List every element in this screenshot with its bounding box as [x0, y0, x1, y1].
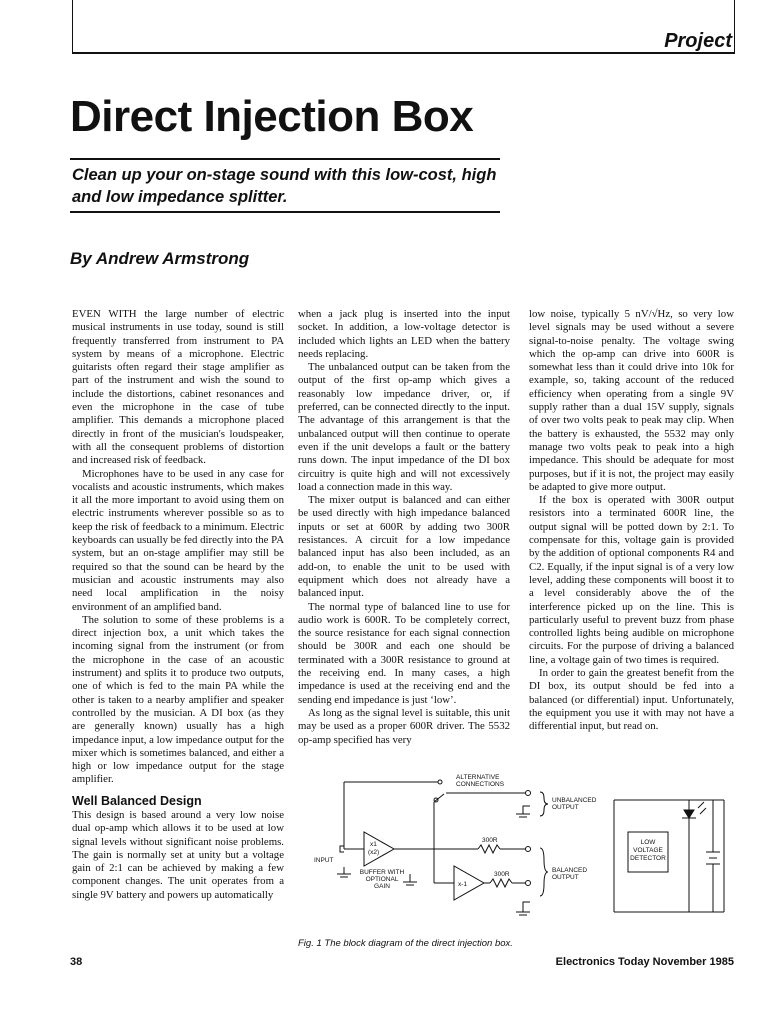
fig-label: UNBALANCED [552, 797, 597, 804]
fig-label: INPUT [314, 857, 334, 864]
fig-label: BALANCED [552, 867, 588, 874]
fig-label: 300R [482, 837, 498, 844]
paragraph: The solution to some of these problems is a direct injection box, a unit which takes the incoming signal from the instrument (or from the microphone in the case of an acoustic instrument) and splits it to produce two outputs, one of which is fed to the main PA while the other is taken to a nearby amplifier and speaker controlled by the musician. A DI box (as they are generally known) usually has a high impedance input, a low impedance output for the mixer which is sometimes balanced, and either a high or low impedance output for the stage amplifier. [72, 613, 284, 786]
magazine-issue: Electronics Today November 1985 [555, 956, 734, 968]
header-left-rule [72, 0, 73, 54]
header-right-rule [734, 0, 735, 54]
fig-label: OUTPUT [552, 874, 579, 881]
fig-label: GAIN [374, 883, 390, 890]
fig-label: 300R [494, 871, 510, 878]
byline: By Andrew Armstrong [70, 249, 250, 268]
fig-label: LOW [640, 839, 656, 846]
paragraph: The normal type of balanced line to use for audio work is 600R. To be completely correct, the source resistance for each signal connection should be 300R and each one should be terminated with a 300R resistance to ground at the receiving end. In many cases, a high impedance is used at the receiving end and the sending end impedance is just ‘low’. [298, 600, 510, 706]
paragraph: The mixer output is balanced and can either be used directly with high impedance balanced inputs or set at 600R by adding two 300R resistances. A circuit for a low impedance balanced input has also been included, as an add-on, to enable the unit to be used with equipment which does not already have a balanced input. [298, 494, 510, 600]
column-2 [298, 308, 510, 747]
paragraph: EVEN WITH the large number of electric musical instruments in use today, sound is still frequently transferred from instrument to PA system by means of a microphone. Electric guitarists often regard their stage amplifier as part of the instrument and wish the sound to include the distortions, cabinet resonances and even the microphone in the case of tube amplifier. This demands a microphone placed directly in front of the musician's loudspeaker, with all the consequent problems of distortion and increased risk of feedback. [72, 308, 284, 467]
fig-label: (x2) [368, 849, 380, 856]
subtitle-top-rule [70, 158, 500, 160]
header-rule [72, 52, 734, 54]
figure-caption: Fig. 1 The block diagram of the direct injection box. [298, 938, 513, 949]
paragraph: Microphones have to be used in any case for vocalists and acoustic instruments, which makes it all the more important to avoid using them on electric instruments wherever possible so as to keep the risk of feedback to a minimum. Electric keyboards can usually be fed directly into the PA system, but an on-stage amplifier may still be required so that the sound can be heard by the musician and acoustic instruments may also need local amplification in the noisy environment of an amplified band. [72, 467, 284, 613]
paragraph: In order to gain the greatest benefit from the DI box, its output should be fed into a balanced (or differential) input. Unfortunately, the equipment you use it with may not have a differential input, but read on. [529, 667, 734, 733]
fig-label: OPTIONAL [365, 876, 399, 883]
paragraph: when a jack plug is inserted into the input socket. In addition, a low-voltage detector is included which lights an LED when the battery needs replacing. [298, 308, 510, 360]
section-heading: Well Balanced Design [72, 793, 202, 808]
page-number: 38 [70, 956, 83, 968]
fig-label: x-1 [458, 881, 468, 888]
fig-label: DETECTOR [630, 855, 666, 862]
paragraph: The unbalanced output can be taken from the output of the first op-amp which gives a reasonably low impedance driver, or, if preferred, can be connected directly to the input. The advantage of this arrangement is that the unbalanced output will then continue to operate even if the unit develops a fault or the battery runs down. The input impedance of the DI box circuitry is quite high and will not excessively load a connection made in this way. [298, 361, 510, 493]
fig-label: VOLTAGE [633, 847, 663, 854]
paragraph: low noise, typically 5 nV/√Hz, so very low level signals may be used without a severe signal-to-noise penalty. The voltage swing which the op-amp can drive into 600R is somewhat less than it could drive into 10k for example, so, taking account of the reduced efficiency when operating from a single 9V supply rather than a dual 15V supply, signals of over two volts peak to peak may clip. When the battery is exhausted, the 5532 may only manage two volts peak to peak into a high impedance. This should be adequate for most purposes, but if it is not, the project may easily be adapted to give more output. [529, 308, 734, 493]
fig-label: CONNECTIONS [456, 781, 505, 788]
article-title: Direct Injection Box [70, 92, 474, 141]
fig-label: x1 [370, 841, 377, 848]
fig-label: BUFFER WITH [359, 869, 405, 876]
fig-label: OUTPUT [552, 804, 579, 811]
column-3 [529, 308, 734, 734]
subtitle-bottom-rule [70, 211, 500, 213]
paragraph: As long as the signal level is suitable, this unit may be used as a proper 600R driver. The 5532 op-amp specified has very [298, 706, 510, 746]
paragraph: This design is based around a very low noise dual op-amp which allows it to be used at low signal levels without significant noise problems. The gain is normally set at unity but a voltage gain of 2:1 can be achieved by making a few component changes. The unit operates from a single 9V battery and powers up automatically [72, 808, 284, 901]
section-label: Project [664, 30, 732, 52]
block-diagram [298, 762, 734, 932]
column-1 [72, 308, 284, 902]
article-subtitle: Clean up your on-stage sound with this low-cost, high and low impedance splitter. [72, 166, 497, 206]
fig-label: ALTERNATIVE [456, 774, 500, 781]
paragraph: If the box is operated with 300R output resistors into a terminated 600R line, the output signal will be potted down by 2:1. To compensate for this, voltage gain is provided by the addition of optional components R4 and C2. Equally, if the input signal is of a very low level, adding these components will boost it to a level considerably above the of the interference picked up on the line. This is particularly useful to prevent buzz from phase controlled lights being audible on microphone circuits. For the purpose of driving a balanced line, a voltage gain of two times is required. [529, 494, 734, 666]
